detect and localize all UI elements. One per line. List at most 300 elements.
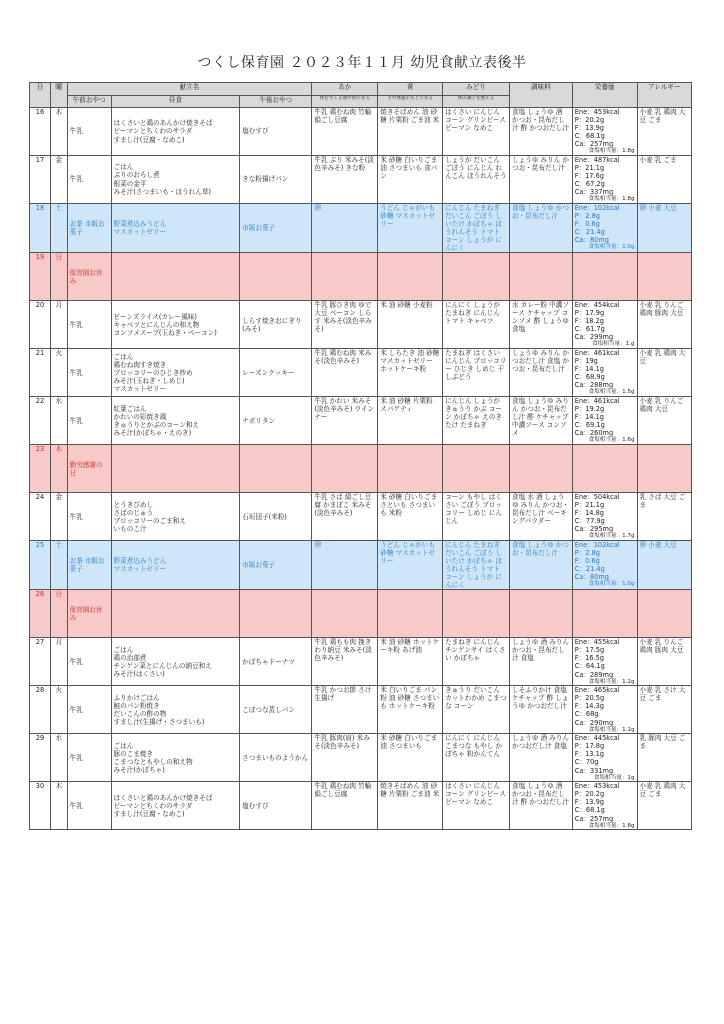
header-pm-snack: 午後おやつ [240,96,312,108]
day-cell: 17 [30,156,51,204]
lunch-dish: 野菜煮込みうどん [113,220,167,229]
lunch-dish: 紅葉ごはん [113,404,147,413]
red-ingredients-cell: 牛乳 かつお節 さけ 生揚げ [312,686,378,734]
nutrition-value: P：19.2g [574,405,605,414]
menu-row [30,253,692,301]
nutrition-cell [572,108,637,156]
seasoning-cell: 食塩 しょうゆ 酒 かつお・昆布だし汁 酢 かつおだし汁 [509,108,572,156]
green-ingredients-cell: しょうが だいこん ごぼう にんじん れんこん ほうれんそう [443,156,510,204]
red-ingredients-cell: 牛乳 さば 絹ごし豆腐 かまぼこ 米みそ(淡色辛みそ) [312,493,378,541]
lunch-cell [111,108,240,156]
lunch-dish: こまつなともやしの和え物 [113,757,193,766]
nutrition-value: F：17.6g [574,172,604,181]
menu-row [30,204,692,253]
day-cell: 27 [30,638,51,686]
am-snack-cell: 牛乳 [67,782,111,830]
lunch-dish: 豚のこま焼き [113,749,154,758]
nutrition-value: P：20.2g [574,116,605,125]
header-seasoning: 調味料 [509,83,572,108]
day-cell: 18 [30,204,51,253]
menu-row [30,156,692,204]
allergy-cell: 小麦 乳 りんご 鶏肉 豚肉 大豆 [637,301,691,349]
red-ingredients-cell [312,590,378,638]
nutrition-value: Ca：257mg [574,814,614,823]
nutrition-value: F：18.2g [574,317,604,326]
red-ingredients-cell: 卵 [312,541,378,590]
lunch-dish: チンゲン菜とにんじんの納豆和え [113,661,212,670]
green-ingredients-cell: にんじん たまねぎ だいこん ごぼう しいたけ かぼちゃ ほうれんそう トマト コーン しょうが にんにく [443,204,510,253]
nutrition-value: Ene：102kcal [574,204,620,212]
nutrition-value: Ca：260mg [574,429,614,438]
header-weekday: 曜 [50,83,67,108]
menu-row [30,108,692,156]
nutrition-value: P：20.5g [574,694,605,703]
lunch-dish: 野菜煮込みうどん [113,557,167,566]
red-ingredients-cell [312,445,378,493]
nutrition-value: Ca：288mg [574,381,614,390]
green-ingredients-cell: にんにく しょうが たまねぎ にんじん トマト キャベツ [443,301,510,349]
header-row-1 [30,83,692,96]
day-cell: 30 [30,782,51,830]
red-ingredients-cell: 卵 [312,204,378,253]
lunch-cell [111,782,240,830]
lunch-dish: みそ汁(かぼちゃ・えのき) [113,428,192,437]
allergy-cell: 小麦 乳 りんご 鶏肉 豚肉 大豆 [637,638,691,686]
am-snack-cell: 牛乳 [67,638,111,686]
weekday-cell: 日 [50,253,67,301]
page-title: つくし保育園 ２０２３年１１月 幼児食献立表後半 [197,55,527,71]
red-ingredients-cell [312,253,378,301]
pm-snack-cell: かぼちゃドーナツ [240,638,312,686]
nutrition-value: P：2.8g [574,549,600,558]
menu-row [30,686,692,734]
pm-snack-cell: レーズンクッキー [240,349,312,397]
lunch-dish: ピーマンとちくわのサラダ [113,127,193,136]
day-cell: 19 [30,253,51,301]
menu-row [30,493,692,541]
seasoning-cell: 食塩 しょうゆ みりん かつお・昆布だし汁 酢 ケチャップ 中濃ソース コンソメ [509,397,572,445]
green-ingredients-cell: たまねぎ はくさい にんじん ブロッコリー ひじき しめじ 干しぶどう [443,349,510,397]
header-menu-name: 献立名 [67,83,312,96]
seasoning-cell: 水 カレー粉 中濃ソース ケチャップ コンソメ 酢 しょうゆ 食塩 [509,301,572,349]
red-ingredients-cell: 牛乳 鶏もも肉 挽きわり納豆 米みそ(淡色辛みそ) [312,638,378,686]
nutrition-value: P：17.5g [574,646,605,655]
pm-snack-cell [240,590,312,638]
lunch-cell [111,638,240,686]
nutrition-value: Ca：337mg [574,188,614,197]
header-red: あか [312,83,378,96]
yellow-ingredients-cell: 米 砂糖 白いりごま さといも さつまいも 米粉 [378,493,443,541]
pm-snack-cell: 市販お菓子 [240,541,312,590]
yellow-ingredients-cell: うどん じゃがいも 砂糖 マスカットゼリー [378,204,443,253]
nutrition-value: Ene：102kcal [574,541,620,550]
pm-snack-cell: ナポリタン [240,397,312,445]
nutrition-value: C：21.4g [574,565,605,574]
weekday-cell: 月 [50,301,67,349]
allergy-cell: 乳 豚肉 大豆 ごま [637,734,691,782]
nutrition-value: P：21.1g [574,164,605,173]
nutrition-value: F：13.9g [574,124,604,133]
yellow-ingredients-cell [378,590,443,638]
green-ingredients-cell [443,445,510,493]
nutrition-cell [572,493,637,541]
day-cell: 24 [30,493,51,541]
lunch-cell [111,686,240,734]
yellow-ingredients-cell: 米 油 砂糖 小麦粉 [378,301,443,349]
lunch-dish: キャベツとにんじんの和え物 [113,320,200,329]
red-ingredients-cell: 牛乳 鶏むね肉 米みそ(淡色辛みそ) [312,349,378,397]
allergy-cell [637,590,691,638]
weekday-cell: 日 [50,590,67,638]
red-ingredients-cell: 牛乳 鶏むね肉 竹輪 絹ごし豆腐 [312,782,378,830]
green-ingredients-cell: たまねぎ にんじん チンゲンサイ はくさい かぼちゃ [443,638,510,686]
green-ingredients-cell: にんじん しょうが きゅうり かぶ コーン かぼちゃ えのきたけ たまねぎ [443,397,510,445]
nutrition-cell [572,301,637,349]
menu-row [30,349,692,397]
day-cell: 20 [30,301,51,349]
seasoning-cell: しょうゆ 酒 みりん かつお・昆布だし汁 食塩 [509,638,572,686]
lunch-cell [111,493,240,541]
nutrition-value: Ene：453kcal [574,108,620,116]
yellow-ingredients-cell: 米 油 砂糖 ホットケーキ粉 あげ油 [378,638,443,686]
nutrition-value: F：0.6g [574,220,600,229]
menu-row [30,734,692,782]
weekday-cell: 金 [50,156,67,204]
salt-value: 食塩相当量：1.8g [588,196,635,203]
lunch-dish: マスカットゼリー [113,228,167,237]
lunch-dish: かれいの彩焼き風 [113,412,167,421]
nutrition-value: F：14.1g [574,413,604,422]
seasoning-cell: 食塩 しょうゆ かつお・昆布だし汁 [509,541,572,590]
day-cell: 29 [30,734,51,782]
pm-snack-cell: しらす焼きおにぎり(みそ) [240,301,312,349]
nutrition-value: C：68.9g [574,373,605,382]
header-nutrition: 栄養価 [572,83,637,108]
red-ingredients-cell: 牛乳 鶏むね肉 竹輪 絹ごし豆腐 [312,108,378,156]
lunch-dish: いものこ汁 [113,524,147,533]
yellow-ingredients-cell: 焼きそばめん 油 砂糖 片栗粉 ごま油 米 [378,782,443,830]
nutrition-value: F：14.8g [574,509,604,518]
allergy-cell: 小麦 乳 りんご 鶏肉 大豆 [637,397,691,445]
header-yellow: 黄 [378,83,443,96]
nutrition-cell [572,397,637,445]
weekday-cell: 火 [50,349,67,397]
yellow-ingredients-cell: 米 油 砂糖 片栗粉 スパゲティ [378,397,443,445]
yellow-ingredients-cell [378,253,443,301]
weekday-cell: 木 [50,108,67,156]
nutrition-value: Ene：461kcal [574,349,620,358]
nutrition-value: C：21.4g [574,228,605,237]
green-ingredients-cell: コーン もやし はくさい ごぼう ブロッコリー しめじ にんじん [443,493,510,541]
allergy-cell: 卵 小麦 大豆 [637,541,691,590]
nutrition-value: F：13.9g [574,798,604,807]
am-snack-cell: 牛乳 [67,301,111,349]
weekday-cell: 土 [50,541,67,590]
red-ingredients-cell: 牛乳 ぶり 米みそ(淡色辛みそ) きな粉 [312,156,378,204]
green-ingredients-cell: にんじん たまねぎ だいこん ごぼう しいたけ かぼちゃ ほうれんそう トマト コーン しょうが にんにく [443,541,510,590]
lunch-dish: マスカットゼリー [113,565,167,574]
lunch-dish: ごはん [113,741,134,750]
am-snack-cell: 牛乳 [67,686,111,734]
lunch-dish: はくさいと鶏のあんかけ焼きそば [113,119,213,128]
nutrition-value: F：14.3g [574,702,604,711]
nutrition-value: F：16.5g [574,654,604,663]
lunch-dish: ごはん [113,645,134,654]
green-ingredients-cell: にんにく にんじん こまつな もやし かぼちゃ 粉かんてん [443,734,510,782]
yellow-ingredients-cell: 米 砂糖 白いりごま 油 さつまいも 食パン [378,156,443,204]
nutrition-cell [572,349,637,397]
nutrition-value: P：20.2g [574,790,605,799]
am-snack-cell: 保育園お休み [67,590,111,638]
seasoning-cell: 食塩 水 酒 しょうゆ みりん かつお・昆布だし汁 ベーキングパウダー [509,493,572,541]
lunch-cell [111,590,240,638]
nutrition-value: Ca：331mg [574,766,614,775]
lunch-dish: さばのじゅう [113,508,154,517]
nutrition-value: Ene：454kcal [574,301,620,310]
yellow-ingredients-cell [378,445,443,493]
lunch-dish: みそ汁(玉ねぎ・しめじ) [113,376,185,385]
yellow-ingredients-cell: 米 しらたき 油 砂糖 マスカットゼリー ホットケーキ粉 [378,349,443,397]
nutrition-value: C：69.1g [574,421,605,430]
seasoning-cell [509,445,572,493]
day-cell: 16 [30,108,51,156]
pm-snack-cell [240,253,312,301]
nutrition-value: C：68g [574,710,599,719]
nutrition-value: P：17.9g [574,309,605,318]
am-snack-cell: 勤労感謝の日 [67,445,111,493]
seasoning-cell: しそふりかけ 食塩 ケチャップ 酢 しょうゆ かつおだし汁 [509,686,572,734]
lunch-dish: ブロッコリーのごま和え [113,516,186,525]
nutrition-value: C：68.1g [574,806,605,815]
weekday-cell: 水 [50,734,67,782]
allergy-cell [637,445,691,493]
nutrition-cell [572,590,637,638]
seasoning-cell: しょうゆ みりん かつおだし汁 食塩 かつお・昆布だし汁 [509,349,572,397]
nutrition-value: Ca：295mg [574,525,614,534]
day-cell: 26 [30,590,51,638]
header-yellow-desc: 力や体温のもとになる [378,96,443,108]
lunch-dish: ごはん [113,352,134,361]
lunch-dish: 鮭のパン粉焼き [113,701,160,710]
header-am-snack: 午前おやつ [67,96,111,108]
day-cell: 22 [30,397,51,445]
menu-row [30,782,692,830]
salt-value: 食塩相当量：1.8g [588,822,635,829]
day-cell: 25 [30,541,51,590]
nutrition-value: P：19g [574,357,598,366]
lunch-dish: 鶏むね肉すき焼き [113,360,167,369]
nutrition-cell [572,734,637,782]
am-snack-cell: 牛乳 [67,734,111,782]
lunch-cell [111,734,240,782]
nutrition-value: Ene：453kcal [574,782,620,791]
lunch-dish: すまし汁(豆腐・なめこ) [113,809,185,818]
seasoning-cell: しょうゆ みりん かつお・昆布だし汁 [509,156,572,204]
lunch-dish: みそ汁(かぼちゃ) [113,765,165,774]
weekday-cell: 金 [50,493,67,541]
seasoning-cell: しょうゆ 酒 みりん かつおだし汁 食塩 [509,734,572,782]
allergy-cell: 小麦 乳 ごま [637,156,691,204]
green-ingredients-cell: はくさい にんじん コーン グリンピース ピーマン なめこ [443,108,510,156]
nutrition-value: P：21.1g [574,501,605,510]
pm-snack-cell [240,445,312,493]
nutrition-cell [572,253,637,301]
lunch-dish: 鶏の治部煮 [113,653,147,662]
nutrition-value: Ca：299mg [574,333,614,342]
lunch-dish: すまし汁(豆腐・なめこ) [113,135,185,144]
lunch-dish: ブロッコリーのひじき炒め [113,368,193,377]
header-lunch: 昼食 [111,96,240,108]
salt-value: 食塩相当量：1.g [592,341,635,348]
menu-row [30,397,692,445]
pm-snack-cell: こぼつな蒸しパン [240,686,312,734]
am-snack-cell: 牛乳 [67,397,111,445]
header-allergy: アレルギー [637,83,691,108]
nutrition-value: F：0.6g [574,557,600,566]
pm-snack-cell: 塩むすび [240,782,312,830]
lunch-dish: すまし汁(生揚げ・さつまいも) [113,717,205,726]
seasoning-cell [509,253,572,301]
lunch-cell [111,156,240,204]
nutrition-cell [572,156,637,204]
lunch-dish: だいこんの酢の物 [113,709,167,718]
am-snack-cell: 牛乳 [67,108,111,156]
lunch-dish: コンソメスープ(玉ねぎ・ベーコン) [113,328,217,337]
red-ingredients-cell: 牛乳 豚ひき肉 ゆで大豆 ベーコン しらす 米みそ(淡色辛みそ) [312,301,378,349]
lunch-dish: みそ汁(はくさい) [113,669,165,678]
nutrition-value: Ene：465kcal [574,686,620,695]
allergy-cell [637,253,691,301]
nutrition-value: Ca：80mg [574,236,609,245]
menu-row [30,590,692,638]
salt-value: 食塩相当量：1.7g [588,533,635,540]
weekday-cell: 土 [50,204,67,253]
nutrition-cell [572,686,637,734]
day-cell: 28 [30,686,51,734]
nutrition-value: Ene：455kcal [574,638,620,647]
nutrition-value: C：67.2g [574,180,605,189]
am-snack-cell: お茶 市販お菓子 [67,204,111,253]
header-green: みどり [443,83,510,96]
salt-value: 食塩相当量：1.0g [588,581,635,588]
salt-value: 食塩相当量：1.1g [588,726,635,733]
lunch-dish: ふりかけごはん [113,693,160,702]
nutrition-value: Ene：445kcal [574,734,620,743]
am-snack-cell: 保育園お休み [67,253,111,301]
lunch-dish: ピーマンとちくわのサラダ [113,801,193,810]
seasoning-cell [509,590,572,638]
salt-value: 食塩相当量：1.2g [588,678,635,685]
nutrition-value: Ca：290mg [574,718,614,727]
nutrition-cell [572,445,637,493]
lunch-cell [111,397,240,445]
lunch-dish: ぶりのおろし煮 [113,171,160,180]
pm-snack-cell: さつまいものようかん [240,734,312,782]
salt-value: 食塩相当量：1.8g [588,148,635,155]
yellow-ingredients-cell: 焼きそばめん 油 砂糖 片栗粉 ごま油 米 [378,108,443,156]
nutrition-cell [572,204,637,253]
yellow-ingredients-cell: うどん じゃがいも 砂糖 マスカットゼリー [378,541,443,590]
nutrition-value: P：17.8g [574,742,605,751]
nutrition-value: P：2.8g [574,212,600,221]
lunch-dish: きゅうりとかぶのコーン和え [113,420,200,429]
green-ingredients-cell [443,590,510,638]
lunch-dish: みそ汁(さつまいも・ほうれん草) [113,187,212,196]
nutrition-value: C：68.1g [574,132,605,141]
nutrition-value: C：64.1g [574,662,605,671]
menu-row [30,638,692,686]
header-red-desc: 体をつくる血や肉になる [312,96,378,108]
lunch-cell [111,253,240,301]
header-green-desc: 体の調子を整える [443,96,510,108]
header-day: 日 [30,83,51,108]
nutrition-value: F：13.1g [574,750,604,759]
nutrition-value: F：14.1g [574,365,604,374]
seasoning-cell: 食塩 しょうゆ 酒 かつお・昆布だし汁 酢 かつおだし汁 [509,782,572,830]
am-snack-cell: 牛乳 [67,156,111,204]
yellow-ingredients-cell: 米 白いりごま パン粉 油 砂糖 さつまいも ホットケーキ粉 [378,686,443,734]
nutrition-value: Ca：289mg [574,670,614,679]
nutrition-cell [572,782,637,830]
nutrition-cell [572,541,637,590]
am-snack-cell: 牛乳 [67,349,111,397]
allergy-cell: 乳 さば 大豆 ごま [637,493,691,541]
allergy-cell: 小麦 乳 鶏肉 大豆 ごま [637,782,691,830]
lunch-cell [111,301,240,349]
nutrition-value: C：61.7g [574,325,605,334]
menu-body [30,108,692,830]
salt-value: 食塩相当量：1g [593,774,635,781]
lunch-dish: マスカットゼリー [113,384,167,393]
allergy-cell: 小麦 乳 さけ 大豆 ごま [637,686,691,734]
menu-table [29,82,692,830]
lunch-cell [111,349,240,397]
salt-value: 食塩相当量：1.0g [588,244,635,251]
am-snack-cell: 牛乳 [67,493,111,541]
am-snack-cell: お茶 市販お菓子 [67,541,111,590]
red-ingredients-cell: 牛乳 豚肉(肩) 米みそ(淡色辛みそ) [312,734,378,782]
menu-row [30,541,692,590]
weekday-cell: 木 [50,445,67,493]
lunch-dish: ビーンズライス(カレー風味) [113,312,197,321]
lunch-dish: とうきびめし [113,500,154,509]
nutrition-value: Ene：504kcal [574,493,620,502]
menu-row [30,445,692,493]
lunch-dish: ごはん [113,163,134,172]
day-cell: 21 [30,349,51,397]
nutrition-value: Ca：257mg [574,140,614,149]
lunch-dish: 根菜の金平 [113,179,147,188]
weekday-cell: 木 [50,782,67,830]
lunch-dish: はくさいと鶏のあんかけ焼きそば [113,793,213,802]
allergy-cell: 小麦 乳 鶏肉 大豆 ごま [637,108,691,156]
green-ingredients-cell: きゅうり だいこん カットわかめ こまつな コーン [443,686,510,734]
allergy-cell: 小麦 乳 鶏肉 大豆 [637,349,691,397]
red-ingredients-cell: 牛乳 かれい 米みそ(淡色辛みそ) ウインナー [312,397,378,445]
menu-row [30,301,692,349]
salt-value: 食塩相当量：1.6g [588,437,635,444]
pm-snack-cell: きな粉揚げパン [240,156,312,204]
lunch-cell [111,541,240,590]
nutrition-value: Ene：461kcal [574,397,620,406]
weekday-cell: 水 [50,397,67,445]
weekday-cell: 火 [50,686,67,734]
yellow-ingredients-cell: 米 砂糖 白いりごま 油 さつまいも [378,734,443,782]
nutrition-cell [572,638,637,686]
green-ingredients-cell [443,253,510,301]
pm-snack-cell: 塩むすび [240,108,312,156]
nutrition-value: Ca：80mg [574,573,609,582]
